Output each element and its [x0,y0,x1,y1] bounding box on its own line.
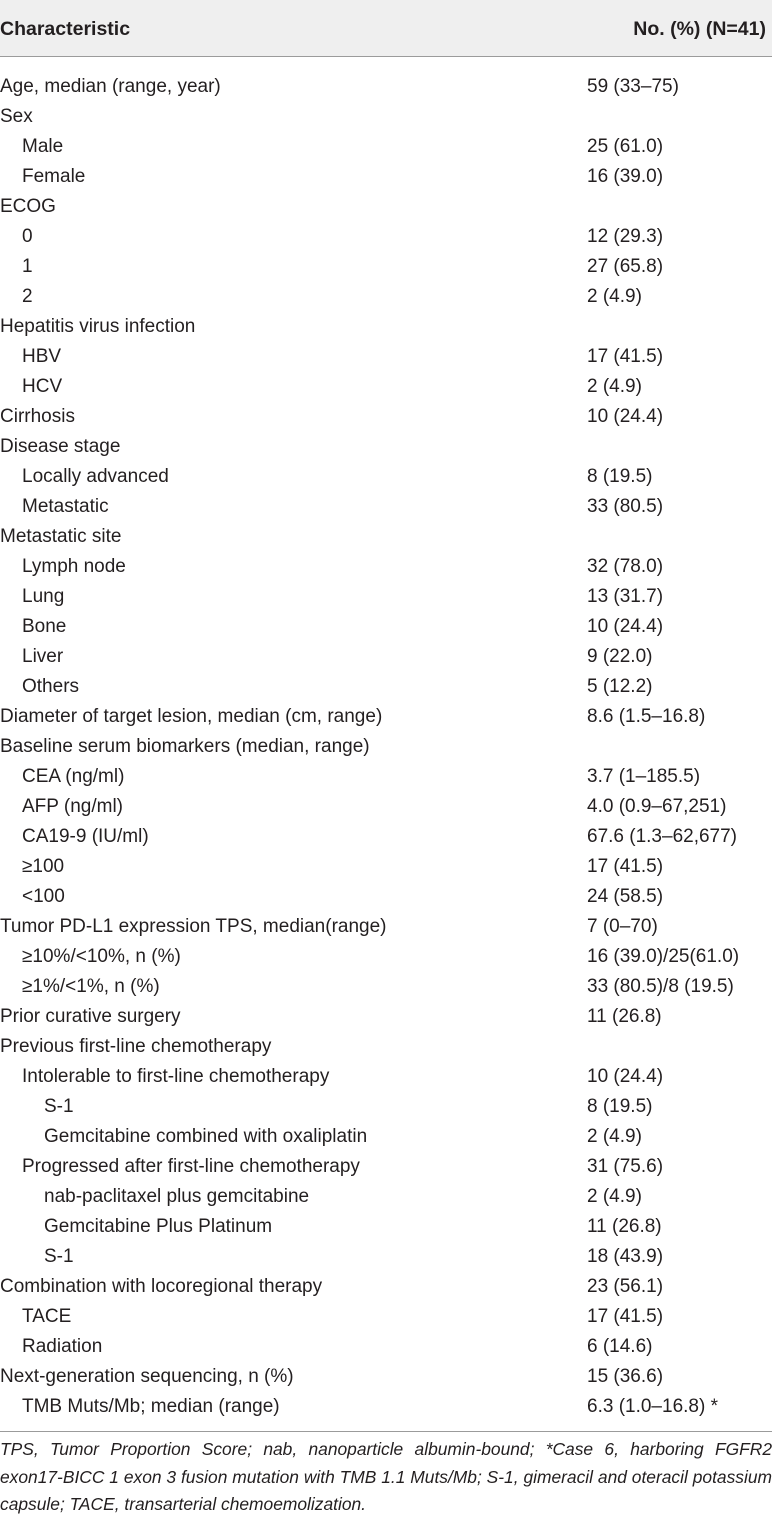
table-row [0,702,772,732]
header-count: No. (%) (N=41) [633,18,766,40]
table-row [0,162,772,192]
row-label: CA19-9 (IU/ml) [22,826,149,847]
row-value: 12 (29.3) [587,226,664,247]
row-value: 17 (41.5) [587,1306,664,1327]
table-row [0,1182,772,1212]
row-value: 2 (4.9) [587,286,642,307]
row-label: TMB Muts/Mb; median (range) [22,1396,280,1417]
row-label: Tumor PD-L1 expression TPS, median(range) [0,916,387,937]
row-label: Lung [22,586,65,607]
row-label: ≥1%/<1%, n (%) [22,976,160,997]
row-label: Metastatic [22,496,109,517]
row-label: Others [22,676,80,697]
row-value: 10 (24.4) [587,406,664,427]
row-value: 27 (65.8) [587,256,664,277]
row-value: 5 (12.2) [587,676,653,697]
table-row [0,102,772,132]
table-row [0,1272,772,1302]
table-row [0,372,772,402]
row-value: 8 (19.5) [587,466,653,487]
row-value: 15 (36.6) [587,1366,664,1387]
row-label: 2 [22,286,33,307]
row-value: 16 (39.0)/25(61.0) [587,946,740,967]
row-label: Male [22,136,64,157]
row-value: 59 (33–75) [587,76,679,97]
table-row [0,192,772,222]
row-label: CEA (ng/ml) [22,766,125,787]
row-label: Intolerable to first-line chemotherapy [22,1066,330,1087]
row-label: Diameter of target lesion, median (cm, range) [0,706,383,727]
row-label: Gemcitabine Plus Platinum [44,1216,273,1237]
table-row [0,1062,772,1092]
row-label: HCV [22,376,63,397]
table-row [0,1092,772,1122]
table-row [0,792,772,822]
row-label: 1 [22,256,33,277]
row-label: Previous first-line chemotherapy [0,1036,272,1057]
table-row [0,552,772,582]
row-value: 3.7 (1–185.5) [587,766,701,787]
row-label: Locally advanced [22,466,169,487]
row-label: 0 [22,226,33,247]
table-row [0,522,772,552]
table-row [0,312,772,342]
header-characteristic: Characteristic [0,18,131,40]
row-value: 8.6 (1.5–16.8) [587,706,706,727]
table-row [0,222,772,252]
table-row [0,342,772,372]
row-label: TACE [22,1306,72,1327]
row-value: 33 (80.5) [587,496,664,517]
table-row [0,1122,772,1152]
table-row [0,882,772,912]
row-label: Female [22,166,86,187]
row-label: Baseline serum biomarkers (median, range) [0,736,370,757]
table-row [0,1332,772,1362]
row-label: Progressed after first-line chemotherapy [22,1156,360,1177]
table-row [0,462,772,492]
row-value: 25 (61.0) [587,136,664,157]
row-value: 7 (0–70) [587,916,658,937]
table-footnote: TPS, Tumor Proportion Score; nab, nanoparticle albumin-bound; *Case 6, harboring FGFR2 exon17-BICC 1 exon 3 fusion mutation with TMB 1.1 Muts/Mb; S-1, gimeracil and oteracil potassium capsule; TACE, transarterial chemoemolization. [0,1439,772,1514]
row-label: HBV [22,346,62,367]
row-value: 8 (19.5) [587,1096,653,1117]
row-value: 16 (39.0) [587,166,664,187]
footnote-divider [0,1431,772,1432]
table-row [0,1002,772,1032]
row-value: 33 (80.5)/8 (19.5) [587,976,734,997]
row-label: Age, median (range, year) [0,76,221,97]
row-label: nab-paclitaxel plus gemcitabine [44,1186,310,1207]
row-label: Lymph node [22,556,126,577]
row-label: Radiation [22,1336,103,1357]
row-value: 67.6 (1.3–62,677) [587,826,738,847]
row-value: 2 (4.9) [587,1186,642,1207]
table-row [0,1302,772,1332]
table-row [0,612,772,642]
table-row [0,942,772,972]
table-row [0,732,772,762]
table-row [0,1362,772,1392]
row-value: 13 (31.7) [587,586,664,607]
table-row [0,132,772,162]
row-value: 18 (43.9) [587,1246,664,1267]
table-row [0,492,772,522]
table-row [0,972,772,1002]
row-value: 4.0 (0.9–67,251) [587,796,727,817]
table-row [0,1212,772,1242]
row-value: 11 (26.8) [587,1006,662,1027]
table-row [0,252,772,282]
table-row [0,1032,772,1062]
row-value: 17 (41.5) [587,856,664,877]
row-label: ≥10%/<10%, n (%) [22,946,181,967]
row-label: AFP (ng/ml) [22,796,124,817]
table-row [0,582,772,612]
row-value: 11 (26.8) [587,1216,662,1237]
table-row [0,762,772,792]
row-label: <100 [22,886,65,907]
row-value: 31 (75.6) [587,1156,664,1177]
row-value: 6.3 (1.0–16.8) * [587,1396,718,1417]
table-row [0,1392,772,1422]
row-value: 2 (4.9) [587,1126,642,1147]
row-label: Combination with locoregional therapy [0,1276,323,1297]
table-row [0,642,772,672]
row-label: ≥100 [22,856,65,877]
row-label: Sex [0,106,33,127]
table-body [0,57,772,1422]
row-value: 9 (22.0) [587,646,653,667]
row-value: 10 (24.4) [587,1066,664,1087]
row-value: 23 (56.1) [587,1276,664,1297]
row-value: 24 (58.5) [587,886,664,907]
table-row [0,912,772,942]
table-header [0,0,772,57]
row-label: Hepatitis virus infection [0,316,196,337]
table-row [0,402,772,432]
row-label: S-1 [44,1246,74,1267]
row-label: ECOG [0,196,56,217]
row-label: Metastatic site [0,526,122,547]
row-value: 6 (14.6) [587,1336,653,1357]
row-value: 10 (24.4) [587,616,664,637]
row-value: 17 (41.5) [587,346,664,367]
row-value: 32 (78.0) [587,556,664,577]
row-label: S-1 [44,1096,74,1117]
row-label: Liver [22,646,64,667]
table-row [0,432,772,462]
table-row [0,282,772,312]
row-value: 2 (4.9) [587,376,642,397]
table-row [0,852,772,882]
table-row [0,1242,772,1272]
row-label: Bone [22,616,67,637]
row-label: Next-generation sequencing, n (%) [0,1366,294,1387]
table-row [0,672,772,702]
row-label: Disease stage [0,436,121,457]
row-label: Cirrhosis [0,406,75,427]
row-label: Gemcitabine combined with oxaliplatin [44,1126,368,1147]
table-row [0,822,772,852]
row-label: Prior curative surgery [0,1006,181,1027]
table-row [0,1152,772,1182]
table-row [0,72,772,102]
